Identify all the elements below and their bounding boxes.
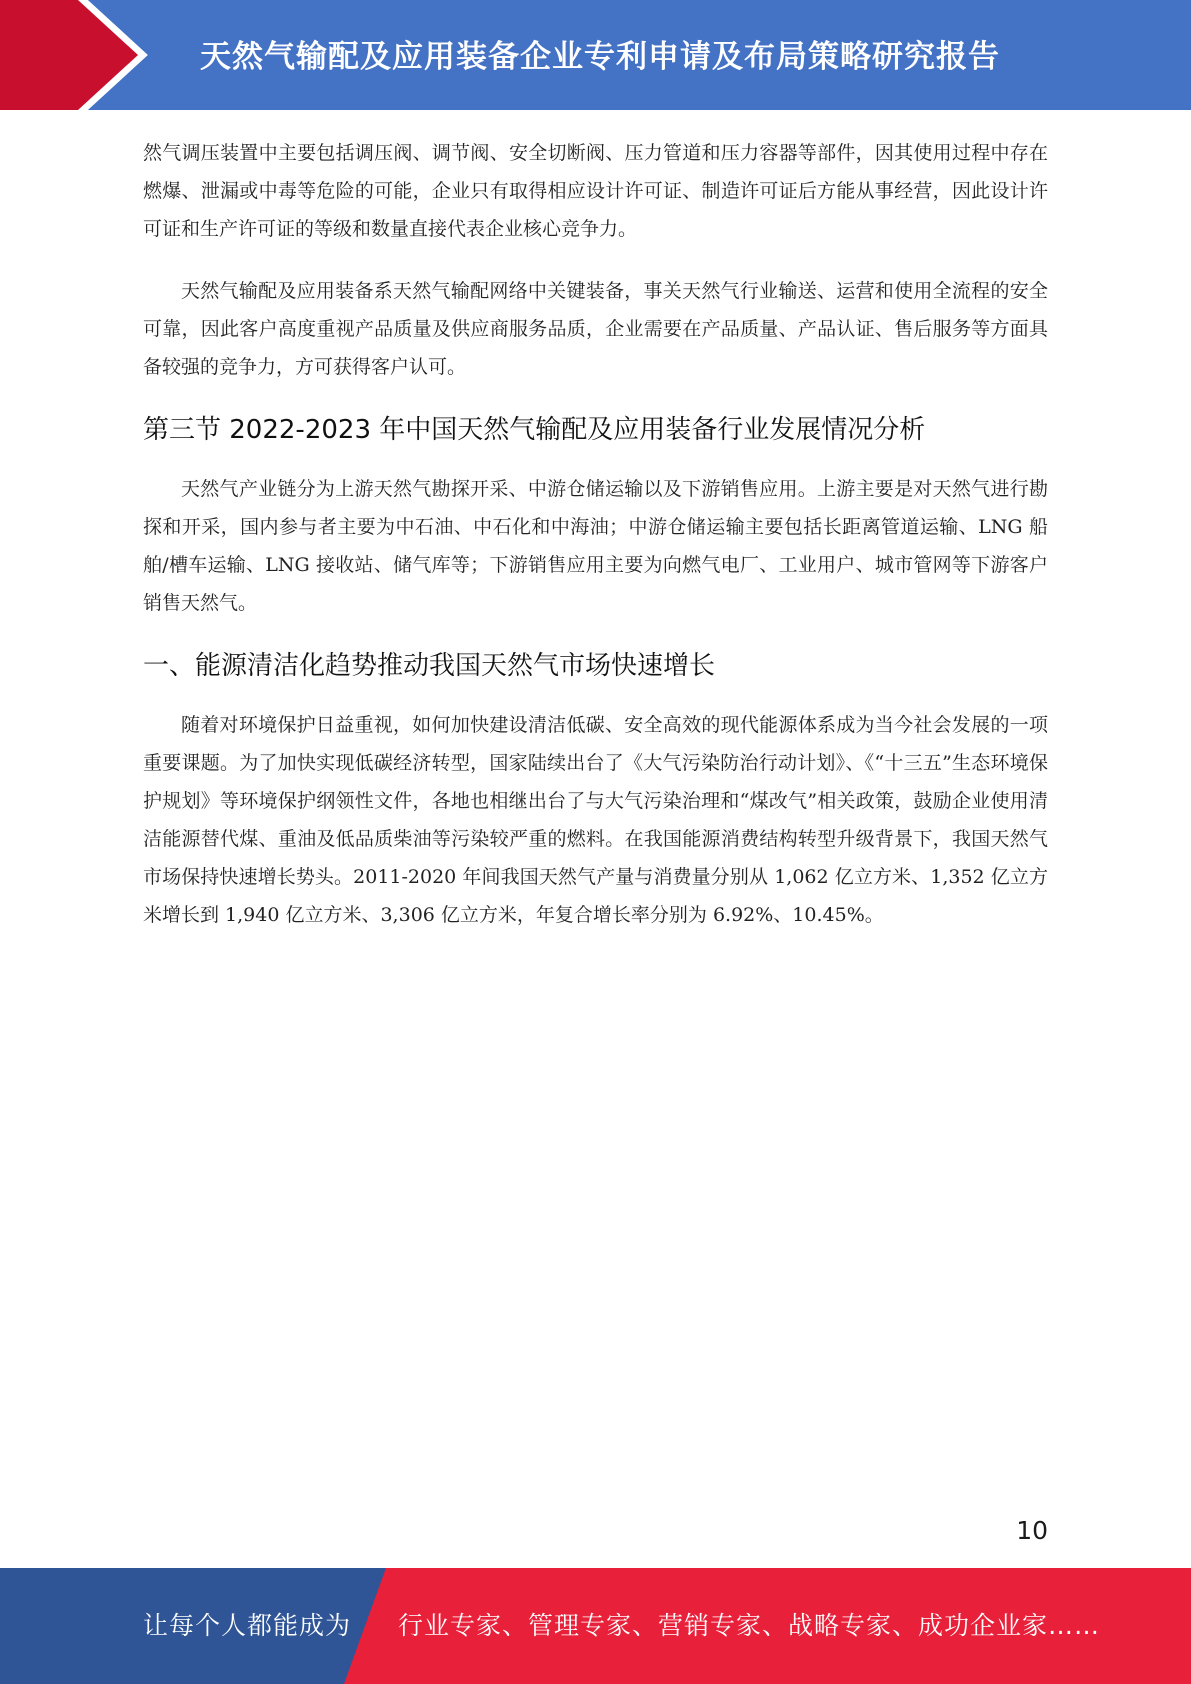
- paragraph-product-quality: 天然气输配及应用装备系天然气输配网络中关键装备，事关天然气行业输送、运营和使用全流程的安全可靠，因此客户高度重视产品质量及供应商服务品质，企业需要在产品质量、产品认证、售后服务等方面具备较强的竞争力，方可获得客户认可。: [143, 280, 1048, 378]
- page-number: 10: [1016, 1516, 1048, 1545]
- document-body: [143, 134, 1048, 934]
- paragraph-pressure-regulation: 然气调压装置中主要包括调压阀、调节阀、安全切断阀、压力管道和压力容器等部件，因其使用过程中存在燃爆、泄漏或中毒等危险的可能，企业只有取得相应设计许可证、制造许可证后方能从事经营，因此设计许可证和生产许可证的等级和数量直接代表企业核心竞争力。: [143, 142, 1048, 240]
- paragraph-market-growth: 随着对环境保护日益重视，如何加快建设清洁低碳、安全高效的现代能源体系成为当今社会发展的一项重要课题。为了加快实现低碳经济转型，国家陆续出台了《大气污染防治行动计划》、《“十三五”生态环境保护规划》等环境保护纲领性文件，各地也相继出台了与大气污染治理和“煤改气”相关政策，鼓励企业使用清洁能源替代煤、重油及低品质柴油等污染较严重的燃料。在我国能源消费结构转型升级背景下，我国天然气市场保持快速增长势头。2011-2020 年间我国天然气产量与消费量分别从 1,062 亿立方米、1,352 亿立方米增长到 1,940 亿立方米、3,306 亿立方米，年复合增长率分别为 6.92%、10.45%。: [143, 714, 1048, 926]
- section-heading-3: 第三节 2022-2023 年中国天然气输配及应用装备行业发展情况分析: [143, 415, 926, 445]
- paragraph-industry-chain: 天然气产业链分为上游天然气勘探开采、中游仓储运输以及下游销售应用。上游主要是对天然气进行勘探和开采，国内参与者主要为中石油、中石化和中海油；中游仓储运输主要包括长距离管道运输、LNG 船舶/槽车运输、LNG 接收站、储气库等；下游销售应用主要为向燃气电厂、工业用户、城市管网等下游客户销售天然气。: [143, 478, 1048, 614]
- subsection-heading-1: 一、能源清洁化趋势推动我国天然气市场快速增长: [143, 651, 716, 681]
- footer-slogan-right: 行业专家、管理专家、营销专家、战略专家、成功企业家……: [398, 1611, 1101, 1640]
- page-footer: [0, 1568, 1191, 1684]
- footer-slogan-left: 让每个人都能成为: [143, 1611, 352, 1640]
- page-header: [0, 0, 1191, 110]
- report-title: 天然气输配及应用装备企业专利申请及布局策略研究报告: [200, 39, 1000, 75]
